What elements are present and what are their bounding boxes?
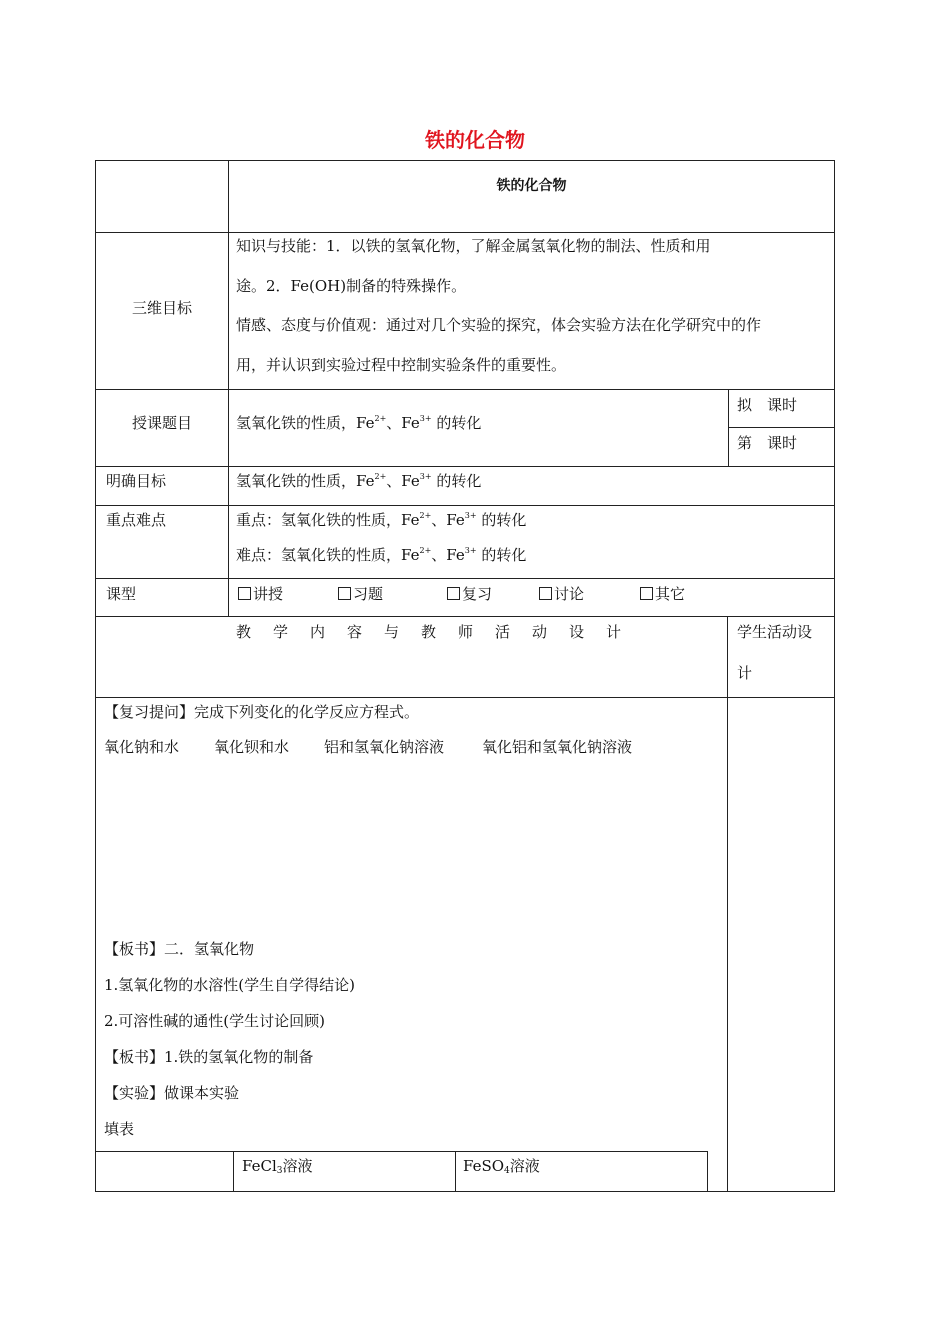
review-item: 铝和氢氧化钠溶液: [324, 738, 445, 756]
goals-line: 情感、态度与价值观：通过对几个实验的探究，体会实验方法在化学研究中的作: [236, 316, 762, 334]
hours-plan: 拟 课时: [737, 396, 798, 414]
experiment-note: 【实验】做课本实验: [104, 1084, 240, 1102]
fill-table-header-fecl3: FeCl$_3$溶液: [242, 1157, 313, 1176]
review-item: 氧化钠和水: [104, 738, 180, 756]
goals-line: 知识与技能：1．以铁的氢氧化物，了解金属氢氧化物的制法、性质和用: [236, 237, 711, 255]
page-title: 铁的化合物: [425, 128, 525, 152]
objective-text: 氢氧化铁的性质，$Fe^{2+}$、$Fe^{3+}$ 的转化: [236, 472, 482, 490]
topic-label: 授课题目: [131, 414, 192, 432]
fill-table-header-feso4: FeSO$_4$溶液: [463, 1157, 540, 1176]
student-heading: 学生活动设: [737, 623, 813, 641]
board-note: 【板书】1.铁的氢氧化物的制备: [104, 1048, 314, 1066]
review-question: 【复习提问】完成下列变化的化学反应方程式。: [104, 703, 420, 721]
difficult-point-text: 难点：氢氧化铁的性质，$Fe^{2+}$、$Fe^{3+}$ 的转化: [236, 546, 527, 564]
topic-text: 氢氧化铁的性质，$Fe^{2+}$、$Fe^{3+}$ 的转化: [236, 414, 482, 432]
lesson-type-option[interactable]: 讲授: [238, 584, 283, 604]
checkbox-icon: [338, 587, 351, 600]
goals-line: 用，并认识到实验过程中控制实验条件的重要性。: [236, 356, 567, 374]
checkbox-icon: [640, 587, 653, 600]
content-line: 2.可溶性碱的通性(学生讨论回顾): [104, 1012, 326, 1030]
lesson-type-option[interactable]: 讨论: [539, 584, 584, 604]
key-point-text: 重点：氢氧化铁的性质，$Fe^{2+}$、$Fe^{3+}$ 的转化: [236, 511, 527, 529]
checkbox-icon: [238, 587, 251, 600]
objective-label: 明确目标: [106, 472, 167, 490]
lesson-type-option[interactable]: 习题: [338, 584, 383, 604]
lesson-type-label: 课型: [106, 585, 137, 603]
keypoints-label: 重点难点: [106, 511, 167, 529]
review-item: 氧化钡和水: [214, 738, 290, 756]
review-item: 氧化铝和氢氧化钠溶液: [482, 738, 633, 756]
goals-label: 三维目标: [131, 299, 192, 317]
checkbox-icon: [539, 587, 552, 600]
checkbox-icon: [447, 587, 460, 600]
board-note: 【板书】二．氢氧化物: [104, 940, 255, 958]
student-heading-cont: 计: [737, 664, 753, 682]
content-line: 1.氢氧化物的水溶性(学生自学得结论): [104, 976, 356, 994]
fill-table-label: 填表: [104, 1120, 135, 1138]
hours-seq: 第 课时: [737, 434, 798, 452]
lesson-type-option[interactable]: 复习: [447, 584, 492, 604]
goals-line: 途。2．Fe(OH)制备的特殊操作。: [236, 277, 467, 295]
header-title: 铁的化合物: [496, 178, 567, 194]
design-heading: 教学内容与教师活动设计: [236, 623, 644, 641]
lesson-type-option[interactable]: 其它: [640, 584, 685, 604]
